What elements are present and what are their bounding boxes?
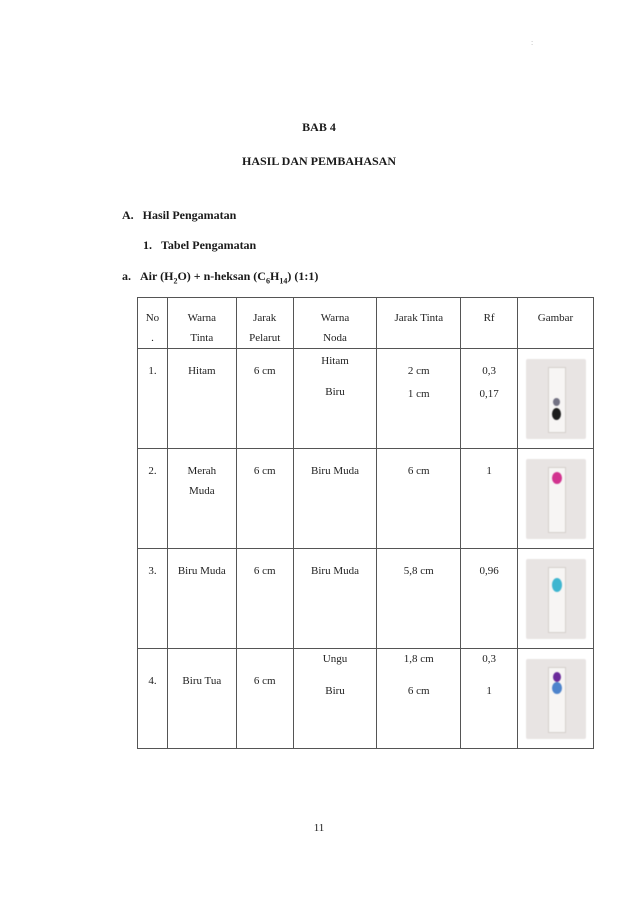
chromatogram-image: [526, 359, 586, 439]
corner-mark: :: [531, 38, 534, 47]
item-a-suffix: ) (1:1): [287, 269, 319, 283]
table-row: [138, 449, 594, 549]
section-heading-a: A. Hasil Pengamatan: [122, 208, 237, 222]
chapter-title: HASIL DAN PEMBAHASAN: [241, 154, 397, 168]
ink-spot: [553, 398, 560, 406]
ink-spot: [552, 578, 562, 592]
cell-jarak-tinta: 6 cm: [377, 449, 461, 549]
table-row: [138, 549, 594, 649]
cell-rf: 1: [461, 449, 518, 549]
cell-no: 1.: [138, 349, 168, 449]
cell-gambar: [518, 449, 594, 549]
col-header-rf: Rf: [461, 298, 518, 349]
item-a-mid1: O) + n-heksan (C: [177, 269, 266, 283]
cell-gambar: [518, 349, 594, 449]
cell-warna-tinta: Biru Muda: [167, 549, 236, 649]
cell-rf: 0,3 1: [461, 649, 518, 749]
cell-jarak-pelarut: 6 cm: [236, 349, 293, 449]
ink-spot: [552, 472, 562, 484]
item-a-sub-6: 6: [265, 276, 270, 286]
table-header-row: [138, 298, 594, 349]
col-header-warna-tinta: Warna Tinta: [167, 298, 236, 349]
cell-rf: 0,96: [461, 549, 518, 649]
cell-warna-tinta: Merah Muda: [167, 449, 236, 549]
cell-rf: 0,3 0,17: [461, 349, 518, 449]
cell-jarak-tinta: 1,8 cm 6 cm: [377, 649, 461, 749]
subsection-heading-1: 1. Tabel Pengamatan: [143, 238, 257, 252]
cell-jarak-pelarut: 6 cm: [236, 449, 293, 549]
cell-warna-tinta: Biru Tua: [167, 649, 236, 749]
cell-jarak-tinta: 5,8 cm: [377, 549, 461, 649]
col-header-gambar: Gambar: [518, 298, 594, 349]
paper-strip: [548, 467, 566, 533]
cell-warna-noda: Biru Muda: [293, 549, 377, 649]
chromatogram-image: [526, 659, 586, 739]
col-header-jarak-tinta: Jarak Tinta: [377, 298, 461, 349]
ink-spot: [552, 408, 561, 420]
table-row: [138, 349, 594, 449]
chapter-label: BAB 4: [302, 120, 336, 134]
cell-jarak-pelarut: 6 cm: [236, 649, 293, 749]
cell-gambar: [518, 549, 594, 649]
paper-strip: [548, 367, 566, 433]
cell-jarak-pelarut: 6 cm: [236, 549, 293, 649]
item-a-mid2: H: [269, 269, 280, 283]
cell-no: 4.: [138, 649, 168, 749]
item-heading-a: [122, 269, 318, 285]
cell-no: 3.: [138, 549, 168, 649]
page-number: 11: [313, 822, 325, 834]
paper-strip: [548, 667, 566, 733]
cell-no: 2.: [138, 449, 168, 549]
cell-warna-noda: Biru Muda: [293, 449, 377, 549]
chromatogram-image: [526, 559, 586, 639]
chromatogram-image: [526, 459, 586, 539]
item-a-sub-2: 2: [173, 276, 178, 286]
observation-table: [137, 297, 594, 749]
item-a-prefix: a. Air (H: [122, 269, 174, 283]
ink-spot: [552, 682, 562, 694]
cell-warna-noda: Hitam Biru: [293, 349, 377, 449]
paper-strip: [548, 567, 566, 633]
col-header-no: No .: [138, 298, 168, 349]
cell-jarak-tinta: 2 cm 1 cm: [377, 349, 461, 449]
cell-gambar: [518, 649, 594, 749]
col-header-warna-noda: Warna Noda: [293, 298, 377, 349]
cell-warna-noda: Ungu Biru: [293, 649, 377, 749]
col-header-jarak-pelarut: Jarak Pelarut: [236, 298, 293, 349]
item-a-sub-14: 14: [279, 276, 288, 286]
ink-spot: [553, 672, 561, 682]
cell-warna-tinta: Hitam: [167, 349, 236, 449]
table-row: [138, 649, 594, 749]
